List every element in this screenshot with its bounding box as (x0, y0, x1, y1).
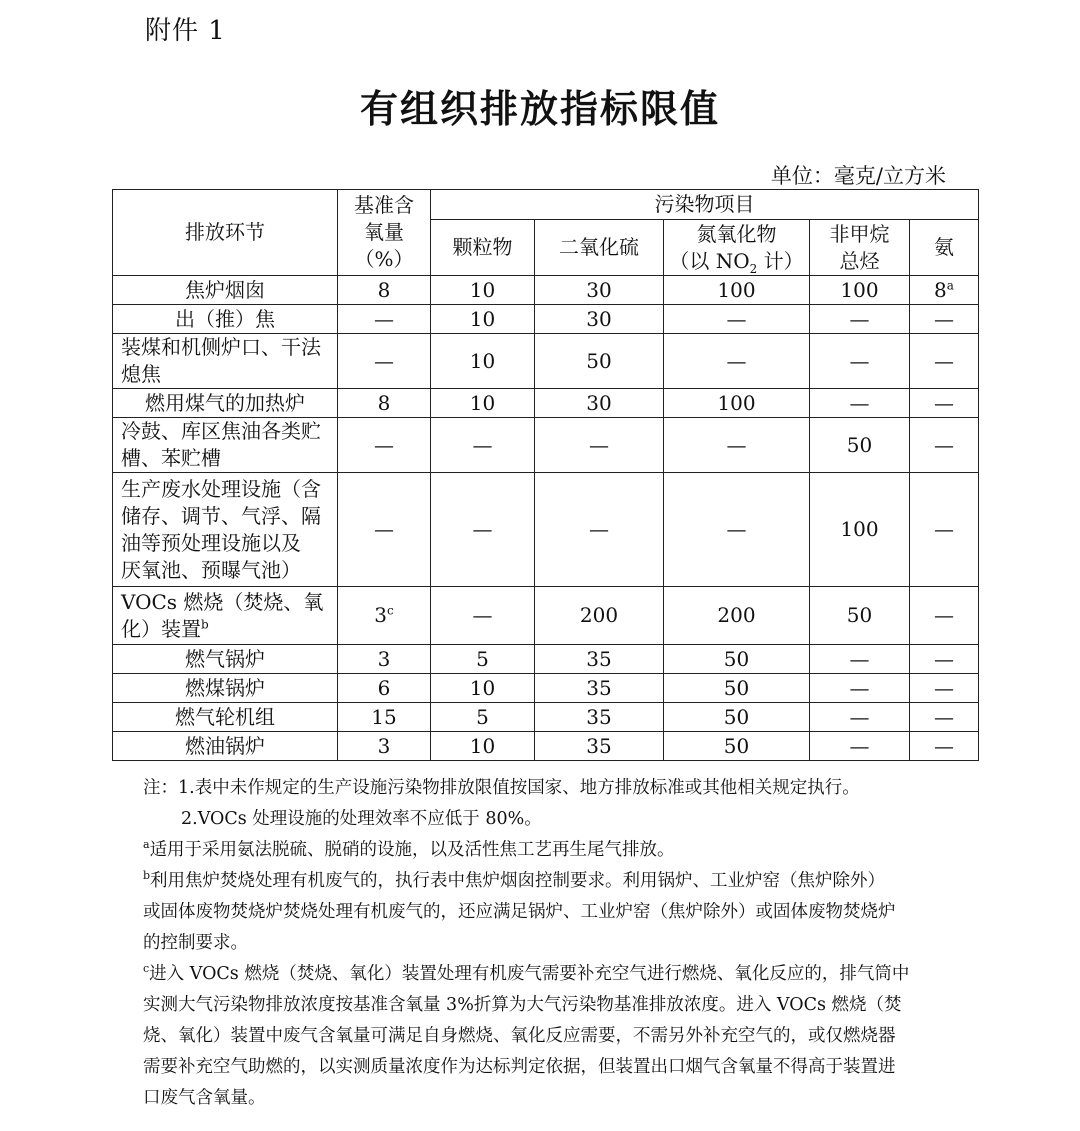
cell-stage-line: 槽、苯贮槽 (121, 446, 221, 470)
cell-nox: — (664, 305, 810, 334)
note-c: $^c$进入 VOCs 燃烧（焚烧、氧化）装置处理有机废气需要补充空气进行燃烧、氧化反应的，排气筒中 (143, 962, 910, 984)
cell-stage (113, 389, 338, 418)
cell-stage-line: 生产废水处理设施（含 (121, 476, 321, 501)
cell-nox: 100 (664, 276, 810, 305)
cell-stage (113, 276, 338, 305)
cell-particulate: 5 (431, 645, 535, 674)
cell-stage-line: 焦炉烟囱 (185, 277, 265, 302)
cell-oxygen: 3 (338, 732, 431, 761)
cell-stage-line: 燃气锅炉 (185, 646, 265, 671)
cell-so2: 200 (535, 587, 664, 645)
header-oxygen-line: （%） (354, 247, 414, 271)
cell-so2: 35 (535, 674, 664, 703)
cell-so2: 30 (535, 276, 664, 305)
cell-nmhc: 100 (810, 276, 910, 305)
cell-so2: 35 (535, 645, 664, 674)
cell-stage (113, 645, 338, 674)
table-row (113, 674, 979, 703)
unit-label: 单位：毫克/立方米 (770, 164, 946, 188)
note-b-line: 或固体废物焚烧炉焚烧处理有机废气的，还应满足锅炉、工业炉窑（焦炉除外）或固体废物焚烧炉 (143, 902, 896, 922)
note-c-line: 需要补充空气助燃的，以实测质量浓度作为达标判定依据，但装置出口烟气含氧量不得高于装置进 (143, 1057, 896, 1077)
cell-stage-line: 燃油锅炉 (185, 733, 265, 758)
cell-so2: 50 (535, 334, 664, 389)
cell-nmhc: — (810, 732, 910, 761)
cell-stage (113, 703, 338, 732)
emission-limits-table (112, 189, 979, 761)
cell-particulate: 10 (431, 389, 535, 418)
table-row (113, 473, 979, 587)
cell-oxygen: — (338, 305, 431, 334)
cell-stage (113, 418, 338, 473)
cell-nh3: — (910, 674, 979, 703)
cell-so2: 35 (535, 703, 664, 732)
header-oxygen-line: 基准含 (354, 193, 414, 217)
cell-oxygen: 8 (338, 276, 431, 305)
table-row (113, 305, 979, 334)
header-nox-line: （以 $NO_2$ 计） (669, 248, 804, 276)
note-c-line: 烧、氧化）装置中废气含氧量可满足自身燃烧、氧化反应需要，不需另外补充空气的，或仅燃烧器 (143, 1026, 896, 1046)
header-stage: 排放环节 (113, 190, 338, 276)
header-nmhc-line: 总烃 (839, 248, 880, 273)
note-b: $^b$利用焦炉焚烧处理有机废气的，执行表中焦炉烟囱控制要求。利用锅炉、工业炉窑（焦炉除外） (143, 869, 886, 891)
cell-nmhc: — (810, 645, 910, 674)
cell-oxygen: — (338, 418, 431, 473)
cell-particulate: 10 (431, 305, 535, 334)
cell-nmhc: — (810, 305, 910, 334)
cell-oxygen: — (338, 334, 431, 389)
cell-oxygen: 6 (338, 674, 431, 703)
footnote-mark: b (201, 616, 209, 631)
note-2: 2.VOCs 处理设施的处理效率不应低于 80%。 (181, 809, 542, 829)
cell-stage-line: 化）装置$^b$ (121, 616, 209, 641)
note-b-line: 的控制要求。 (143, 933, 248, 953)
cell-oxygen: 8 (338, 389, 431, 418)
cell-nox: — (664, 334, 810, 389)
cell-nh3: — (910, 645, 979, 674)
cell-nh3: 8$^a$ (910, 276, 979, 305)
cell-so2: — (535, 473, 664, 587)
cell-stage-line: 燃气轮机组 (175, 704, 275, 729)
cell-nmhc: 50 (810, 587, 910, 645)
cell-nox: — (664, 418, 810, 473)
cell-nox: — (664, 473, 810, 587)
cell-nox: 50 (664, 732, 810, 761)
cell-nox: 100 (664, 389, 810, 418)
header-nox-line: 氮氧化物 (696, 221, 777, 246)
cell-nmhc: — (810, 389, 910, 418)
cell-stage (113, 674, 338, 703)
cell-oxygen: 3 (338, 645, 431, 674)
footnote-mark: a (946, 277, 954, 292)
cell-oxygen: — (338, 473, 431, 587)
header-so2: 二氧化硫 (535, 220, 664, 276)
cell-stage-line: 冷鼓、库区焦油各类贮 (121, 419, 321, 443)
cell-nox: 50 (664, 645, 810, 674)
cell-nmhc: — (810, 334, 910, 389)
table-row (113, 276, 979, 305)
cell-nh3: — (910, 732, 979, 761)
note-c-line: 口废气含氧量。 (143, 1088, 266, 1108)
cell-stage-line: 装煤和机侧炉口、干法 (121, 335, 321, 359)
cell-stage (113, 305, 338, 334)
cell-nox: 50 (664, 674, 810, 703)
cell-stage-line: 熄焦 (121, 362, 161, 386)
table-row (113, 418, 979, 473)
cell-so2: — (535, 418, 664, 473)
cell-stage (113, 334, 338, 389)
cell-oxygen: 15 (338, 703, 431, 732)
cell-stage (113, 473, 338, 587)
cell-particulate: 5 (431, 703, 535, 732)
cell-particulate: 10 (431, 276, 535, 305)
cell-so2: 35 (535, 732, 664, 761)
header-oxygen-line: 氧量 (364, 220, 404, 244)
cell-stage-line: 厌氧池、预曝气池） (121, 557, 301, 582)
header-nox (664, 220, 810, 276)
header-nmhc (810, 220, 910, 276)
header-particulate: 颗粒物 (431, 220, 535, 276)
cell-nh3: — (910, 473, 979, 587)
table-row (113, 645, 979, 674)
cell-oxygen: 3$^c$ (338, 587, 431, 645)
cell-so2: 30 (535, 305, 664, 334)
cell-so2: 30 (535, 389, 664, 418)
cell-nh3: — (910, 305, 979, 334)
cell-particulate: — (431, 587, 535, 645)
cell-nmhc: 50 (810, 418, 910, 473)
header-nh3: 氨 (910, 220, 979, 276)
cell-nh3: — (910, 587, 979, 645)
note-c-line: 实测大气污染物排放浓度按基准含氧量 3%折算为大气污染物基准排放浓度。进入 VOCs 燃烧（焚 (143, 995, 902, 1015)
header-pollutants: 污染物项目 (431, 190, 979, 220)
cell-stage (113, 587, 338, 645)
cell-particulate: 10 (431, 732, 535, 761)
page-title: 有组织排放指标限值 (359, 86, 720, 131)
cell-nox: 50 (664, 703, 810, 732)
attachment-label: 附件 1 (145, 16, 226, 46)
header-oxygen (338, 190, 431, 276)
note-a: $^a$适用于采用氨法脱硫、脱硝的设施，以及活性焦工艺再生尾气排放。 (143, 838, 675, 860)
footnote-mark: c (387, 603, 394, 618)
table-row (113, 389, 979, 418)
cell-particulate: — (431, 418, 535, 473)
table-row (113, 703, 979, 732)
note-1: 注：1.表中未作规定的生产设施污染物排放限值按国家、地方排放标准或其他相关规定执行。 (143, 778, 860, 798)
table-row (113, 587, 979, 645)
cell-stage-line: VOCs 燃烧（焚烧、氧 (121, 589, 324, 614)
notes-section (143, 773, 963, 1114)
cell-nmhc: 100 (810, 473, 910, 587)
cell-stage-line: 储存、调节、气浮、隔 (121, 503, 321, 528)
cell-stage-line: 燃煤锅炉 (185, 675, 265, 700)
cell-nh3: — (910, 703, 979, 732)
cell-nh3: — (910, 334, 979, 389)
cell-particulate: — (431, 473, 535, 587)
cell-nmhc: — (810, 703, 910, 732)
cell-particulate: 10 (431, 674, 535, 703)
table-row (113, 334, 979, 389)
table-row (113, 732, 979, 761)
cell-nh3: — (910, 418, 979, 473)
cell-nh3: — (910, 389, 979, 418)
cell-nox: 200 (664, 587, 810, 645)
cell-nmhc: — (810, 674, 910, 703)
header-nmhc-line: 非甲烷 (829, 221, 890, 246)
cell-stage-line: 燃用煤气的加热炉 (145, 390, 305, 415)
cell-stage-line: 出（推）焦 (175, 306, 275, 331)
cell-stage (113, 732, 338, 761)
cell-particulate: 10 (431, 334, 535, 389)
cell-stage-line: 油等预处理设施以及 (121, 530, 301, 555)
